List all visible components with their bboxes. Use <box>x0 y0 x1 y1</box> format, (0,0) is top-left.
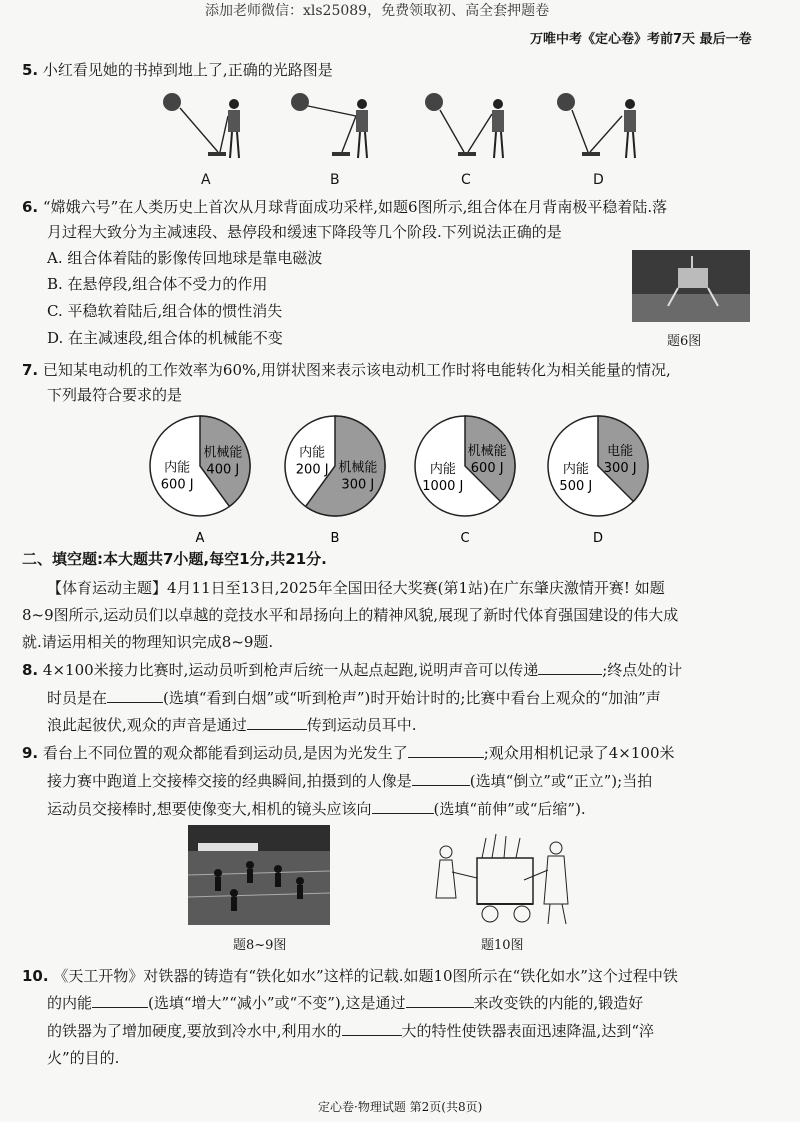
pie-label-shaded-name: 电能 <box>607 443 634 459</box>
text: 的内能 <box>47 994 93 1012</box>
pie-label-shaded-name: 机械能 <box>203 445 243 461</box>
option-d-figure <box>557 93 636 158</box>
text: 接力赛中跑道上交接棒交接的经典瞬间,拍摄到的人像是 <box>47 772 412 790</box>
theme-line3: 就.请运用相关的物理知识完成8~9题. <box>22 633 274 651</box>
pie-option-label: A <box>195 531 205 546</box>
book-icon <box>208 152 226 156</box>
theme-line2: 8~9图所示,运动员们以卓越的竞技水平和昂扬向上的精神风貌,展现了新时代体育强国建设的伟大成 <box>22 606 679 624</box>
pie-label-white-value: 600 J <box>160 477 194 493</box>
q6-option-c: C. 平稳软着陆后,组合体的惯性消失 <box>47 302 283 320</box>
question-10-line4: 火”的目的. <box>47 1049 120 1067</box>
pie-option-d <box>548 416 648 546</box>
theme-line1: 【体育运动主题】4月11日至13日,2025年全国田径大奖赛(第1站)在广东肇庆激情开赛! 如题 <box>47 579 665 597</box>
option-c-figure <box>425 93 504 158</box>
relay-race-photo <box>188 825 330 925</box>
pie-label-shaded-value: 300 J <box>341 477 375 493</box>
q6-option-a: A. 组合体着陆的影像传回地球是靠电磁波 <box>47 249 323 267</box>
answer-blank[interactable] <box>107 688 163 703</box>
girl-figure <box>625 99 635 109</box>
question-8-line1 <box>22 660 682 680</box>
book-icon <box>458 152 476 156</box>
fig6-caption: 题6图 <box>667 334 702 349</box>
pie-label-white-value: 500 J <box>559 479 593 495</box>
question-9-line1 <box>22 743 675 763</box>
pie-option-label: C <box>460 531 470 546</box>
text: 时员是在 <box>47 689 108 707</box>
pie-label-shaded-name: 机械能 <box>338 460 378 476</box>
q6-option-d: D. 在主减速段,组合体的机械能不变 <box>47 329 283 347</box>
question-text-line1: “嫦娥六号”在人类历史上首次从月球背面成功采样,如题6图所示,组合体在月背南极平稳着陆.落 <box>42 198 668 216</box>
sun-icon <box>425 93 443 111</box>
pie-charts <box>140 410 680 550</box>
sun-icon <box>163 93 181 111</box>
pie-option-b <box>285 416 385 546</box>
text: 运动员交接棒时,想要使像变大,相机的镜头应该向 <box>47 800 372 818</box>
answer-blank[interactable] <box>247 715 307 730</box>
pie-option-label: D <box>592 531 604 546</box>
page-footer: 定心卷·物理试题 第2页(共8页) <box>318 1100 483 1114</box>
section-2-title: 二、填空题:本大题共7小题,每空1分,共21分. <box>22 550 327 568</box>
light-path-figures <box>150 88 660 168</box>
question-8-line3 <box>47 715 417 735</box>
answer-blank[interactable] <box>342 1021 402 1036</box>
pie-option-a <box>150 416 250 546</box>
question-7-line2: 下列最符合要求的是 <box>47 386 183 404</box>
text: 《天工开物》对铁器的铸造有“铁化如水”这样的记载.如题10图所示在“铁化如水”这个过程中铁 <box>53 967 678 985</box>
question-text: 小红看见她的书掉到地上了,正确的光路图是 <box>42 61 333 79</box>
question-10-line1 <box>22 966 678 986</box>
text: 传到运动员耳中. <box>306 716 417 734</box>
question-10-line3 <box>47 1021 654 1041</box>
pie-label-white-name: 内能 <box>429 462 456 478</box>
text: 4×100米接力比赛时,运动员听到枪声后统一从起点起跑,说明声音可以传递 <box>42 661 539 679</box>
question-9-line2 <box>47 771 652 791</box>
text: ;观众用相机记录了4×100米 <box>483 744 675 762</box>
question-8-line2 <box>47 688 661 708</box>
option-b-figure <box>291 93 368 158</box>
pie-label-shaded-value: 400 J <box>206 462 240 478</box>
book-icon <box>332 152 350 156</box>
text: (选填“倒立”或“正立”);当拍 <box>469 772 653 790</box>
question-number: 9. <box>22 744 39 762</box>
text: 大的特性使铁器表面迅速降温,达到“淬 <box>401 1022 654 1040</box>
pie-label-shaded-value: 600 J <box>470 460 504 476</box>
page-header: 万唯中考《定心卷》考前7天 最后一卷 <box>530 32 752 47</box>
pie-option-label: B <box>330 531 340 546</box>
question-9-line3 <box>47 799 586 819</box>
question-6-line2: 月过程大致分为主减速段、悬停段和缓速下降段等几个阶段.下列说法正确的是 <box>47 223 562 241</box>
watermark-text: 添加老师微信：xls25089，免费领取初、高全套押题卷 <box>205 3 550 19</box>
answer-blank[interactable] <box>538 660 602 675</box>
text: 浪此起彼伏,观众的声音是通过 <box>47 716 247 734</box>
girl-figure <box>493 99 503 109</box>
q5-option-c: C <box>461 172 471 188</box>
iron-smelting-figure <box>432 818 582 928</box>
text: (选填“前伸”或“后缩”). <box>433 800 586 818</box>
pie-label-white-name: 内能 <box>562 462 589 478</box>
answer-blank[interactable] <box>406 993 474 1008</box>
q5-option-a: A <box>201 172 211 188</box>
sun-icon <box>557 93 575 111</box>
question-number: 5. <box>22 61 39 79</box>
pie-label-white-name: 内能 <box>164 460 191 476</box>
worker-right <box>550 842 562 854</box>
question-number: 7. <box>22 361 39 379</box>
fig8-9-caption: 题8~9图 <box>233 938 287 953</box>
text: (选填“看到白烟”或“听到枪声”)时开始计时的;比赛中看台上观众的“加油”声 <box>163 689 661 707</box>
q5-option-d: D <box>593 172 604 188</box>
pie-label-white-value: 200 J <box>295 462 329 478</box>
question-7 <box>22 360 671 380</box>
text: 的铁器为了增加硬度,要放到冷水中,利用水的 <box>47 1022 342 1040</box>
worker-left <box>440 846 452 858</box>
pie-label-shaded-name: 机械能 <box>467 443 507 459</box>
pie-label-shaded-value: 300 J <box>603 460 637 476</box>
answer-blank[interactable] <box>408 743 484 758</box>
question-10-line2 <box>47 993 643 1013</box>
text: (选填“增大”“减小”或“不变”),这是通过 <box>148 994 406 1012</box>
book-icon <box>582 152 600 156</box>
question-number: 8. <box>22 661 39 679</box>
question-text-line1: 已知某电动机的工作效率为60%,用饼状图来表示该电动机工作时将电能转化为相关能量的情况, <box>42 361 671 379</box>
fig10-caption: 题10图 <box>481 938 524 953</box>
lander-photo <box>632 250 750 322</box>
option-a-figure <box>163 93 240 158</box>
sun-icon <box>291 93 309 111</box>
girl-figure <box>357 99 367 109</box>
answer-blank[interactable] <box>92 993 148 1008</box>
question-number: 10. <box>22 967 49 985</box>
question-5 <box>22 60 333 80</box>
q6-option-b: B. 在悬停段,组合体不受力的作用 <box>47 275 268 293</box>
q5-option-b: B <box>330 172 340 188</box>
answer-blank[interactable] <box>372 799 434 814</box>
answer-blank[interactable] <box>412 771 470 786</box>
text: ;终点处的计 <box>602 661 683 679</box>
pie-option-c <box>415 416 515 546</box>
pie-label-white-value: 1000 J <box>422 479 464 495</box>
text: 来改变铁的内能的,锻造好 <box>473 994 644 1012</box>
girl-figure <box>229 99 239 109</box>
question-number: 6. <box>22 198 39 216</box>
question-6 <box>22 197 667 217</box>
text: 看台上不同位置的观众都能看到运动员,是因为光发生了 <box>42 744 408 762</box>
pie-label-white-name: 内能 <box>299 445 326 461</box>
